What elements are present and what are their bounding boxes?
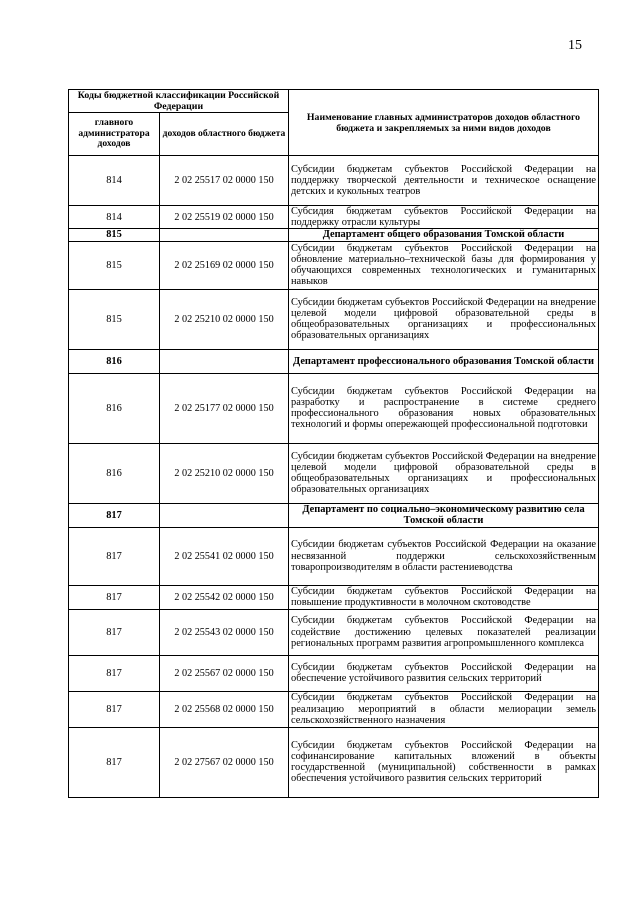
income-description-cell: Субсидии бюджетам субъектов Российской Федерации на обновление материально–технической базы для формирования у обучающихся современных технологических и гуманитарных навыков (289, 241, 599, 289)
header-budget-codes: Коды бюджетной классификации Российской Федерации (69, 90, 289, 113)
table-row (69, 443, 599, 503)
admin-code-cell: 817 (69, 609, 160, 655)
income-description-cell: Субсидии бюджетам субъектов Российской Федерации на оказание несвязанной поддержки сельскохозяйственным товаропроизводителям в области растениеводства (289, 527, 599, 585)
income-description-cell: Субсидии бюджетам субъектов Российской Федерации на повышение продуктивности в молочном скотоводстве (289, 585, 599, 609)
income-description-cell: Субсидии бюджетам субъектов Российской Федерации на обеспечение устойчивого развития сельских территорий (289, 655, 599, 691)
income-description-cell: Субсидии бюджетам субъектов Российской Федерации на внедрение целевой модели цифровой образовательной среды в общеобразовательных организациях и профессиональных образовательных организациях (289, 289, 599, 349)
income-code-cell: 2 02 25519 02 0000 150 (160, 206, 289, 229)
department-row (69, 349, 599, 373)
admin-code-cell: 817 (69, 727, 160, 797)
admin-code-cell: 817 (69, 691, 160, 727)
table-row (69, 206, 599, 229)
admin-code-cell: 816 (69, 349, 160, 373)
table-body (69, 156, 599, 798)
income-code-cell: 2 02 25567 02 0000 150 (160, 655, 289, 691)
department-name-cell: Департамент по социально–экономическому развитию села Томской области (289, 503, 599, 527)
admin-code-cell: 814 (69, 156, 160, 206)
admin-code-cell: 815 (69, 229, 160, 241)
income-code-cell: 2 02 25541 02 0000 150 (160, 527, 289, 585)
admin-code-cell: 817 (69, 527, 160, 585)
income-code-cell: 2 02 25210 02 0000 150 (160, 289, 289, 349)
income-description-cell: Субсидии бюджетам субъектов Российской Федерации на софинансирование капитальных вложений в объекты государственной (муниципальной) собственности в рамках обеспечения устойчивого развития сельских территорий (289, 727, 599, 797)
table-row (69, 727, 599, 797)
income-code-cell: 2 02 25543 02 0000 150 (160, 609, 289, 655)
table-row (69, 241, 599, 289)
income-code-cell: 2 02 25517 02 0000 150 (160, 156, 289, 206)
income-code-cell (160, 503, 289, 527)
page-number: 15 (568, 38, 582, 53)
income-code-cell (160, 349, 289, 373)
admin-code-cell: 817 (69, 655, 160, 691)
header-main-administrator: главного администратора доходов (69, 113, 160, 156)
department-name-cell: Департамент профессионального образования Томской области (289, 349, 599, 373)
admin-code-cell: 816 (69, 373, 160, 443)
table-row (69, 655, 599, 691)
table-row (69, 373, 599, 443)
admin-code-cell: 815 (69, 241, 160, 289)
table-row (69, 289, 599, 349)
table-row (69, 585, 599, 609)
department-name-cell: Департамент общего образования Томской области (289, 229, 599, 241)
header-regional-income: доходов областного бюджета (160, 113, 289, 156)
income-description-cell: Субсидии бюджетам субъектов Российской Федерации на реализацию мероприятий в области мелиорации земель сельскохозяйственного назначения (289, 691, 599, 727)
income-code-cell: 2 02 25169 02 0000 150 (160, 241, 289, 289)
table-header-row (69, 90, 599, 113)
income-description-cell: Субсидии бюджетам субъектов Российской Федерации на разработку и распространение в системе среднего профессионального образования новых образовательных технологий и формы опережающей профессиональной подготовки (289, 373, 599, 443)
income-description-cell: Субсидия бюджетам субъектов Российской Федерации на поддержку отрасли культуры (289, 206, 599, 229)
income-description-cell: Субсидии бюджетам субъектов Российской Федерации на поддержку творческой деятельности и техническое оснащение детских и кукольных театров (289, 156, 599, 206)
income-description-cell: Субсидии бюджетам субъектов Российской Федерации на содействие достижению целевых показателей реализации региональных программ развития агропромышленного комплекса (289, 609, 599, 655)
income-code-cell: 2 02 25210 02 0000 150 (160, 443, 289, 503)
income-code-cell (160, 229, 289, 241)
table-row (69, 609, 599, 655)
header-administrator-name: Наименование главных администраторов доходов областного бюджета и закрепляемых за ними видов доходов (289, 90, 599, 156)
income-code-cell: 2 02 25568 02 0000 150 (160, 691, 289, 727)
income-code-cell: 2 02 25542 02 0000 150 (160, 585, 289, 609)
department-row (69, 503, 599, 527)
table-row (69, 691, 599, 727)
table-row (69, 527, 599, 585)
income-code-cell: 2 02 25177 02 0000 150 (160, 373, 289, 443)
income-code-cell: 2 02 27567 02 0000 150 (160, 727, 289, 797)
budget-classification-table (68, 89, 599, 798)
admin-code-cell: 815 (69, 289, 160, 349)
admin-code-cell: 817 (69, 585, 160, 609)
income-description-cell: Субсидии бюджетам субъектов Российской Федерации на внедрение целевой модели цифровой образовательной среды в общеобразовательных организациях и профессиональных образовательных организациях (289, 443, 599, 503)
admin-code-cell: 817 (69, 503, 160, 527)
table-row (69, 156, 599, 206)
department-row (69, 229, 599, 241)
admin-code-cell: 814 (69, 206, 160, 229)
admin-code-cell: 816 (69, 443, 160, 503)
